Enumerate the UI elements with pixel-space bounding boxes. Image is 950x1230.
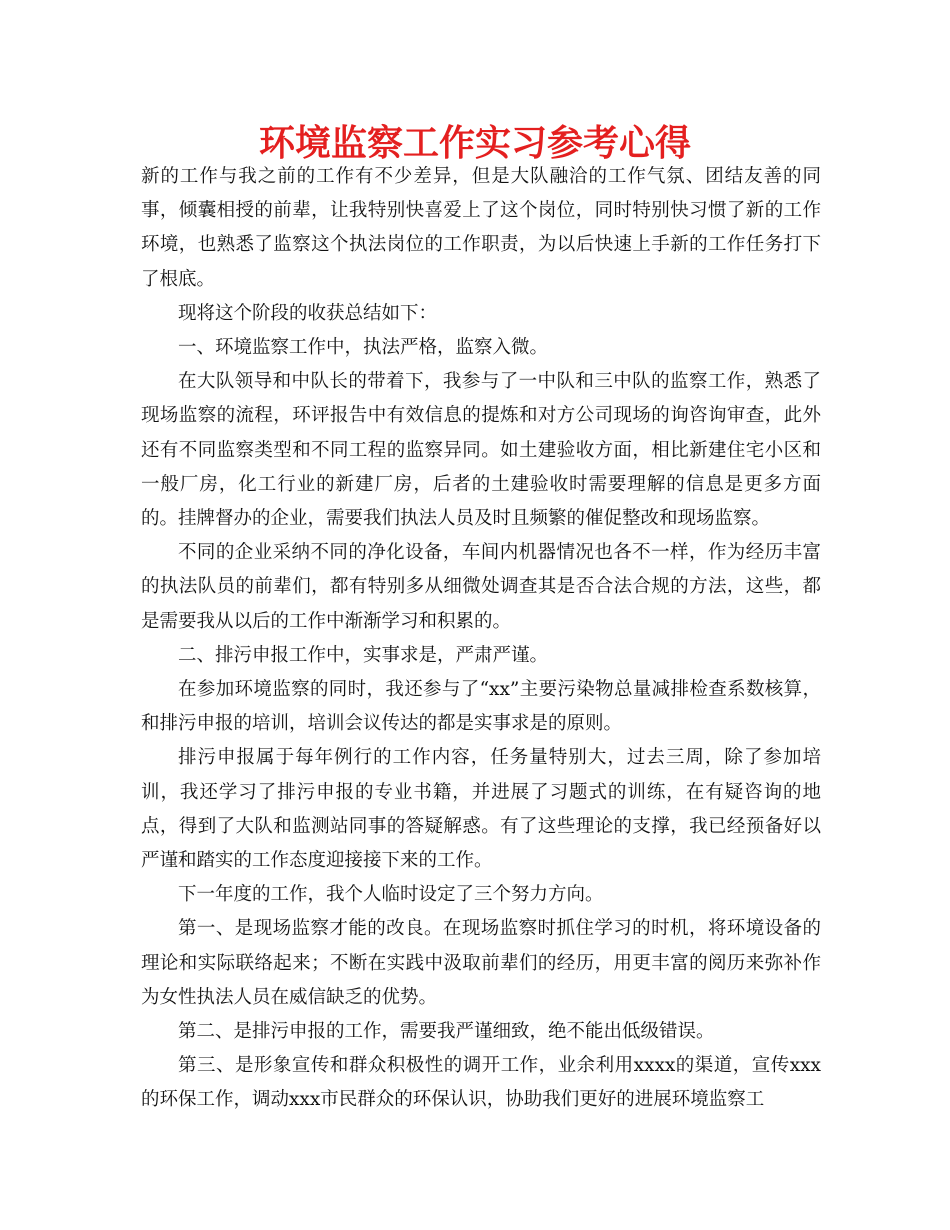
section-heading: 二、排污申报工作中，实事求是，严肃严谨。 bbox=[178, 644, 549, 666]
document-title: 环境监察工作实习参考心得 bbox=[258, 123, 691, 164]
paragraph: 在参加环境监察的同时，我还参与了“xx”主要污染物总量减排检查系数核算，和排污申报的培训，培训会议传达的都是实事求是的原则。 bbox=[141, 679, 821, 735]
paragraph: 新的工作与我之前的工作有不少差异，但是大队融洽的工作气氛、团结友善的同事，倾囊相授的前辈，让我特别快喜爱上了这个岗位，同时特别快习惯了新的工作环境，也熟悉了监察这个执法岗位的工作职责，为以后快速上手新的工作任务打下了根底。 bbox=[141, 166, 821, 290]
paragraph: 排污申报属于每年例行的工作内容，任务量特别大，过去三周，除了参加培训，我还学习了排污申报的专业书籍，并进展了习题式的训练，在有疑咨询的地点，得到了大队和监测站同事的答疑解惑。有了这些理论的支撑，我已经预备好以严谨和踏实的工作态度迎接接下来的工作。 bbox=[141, 747, 821, 872]
paragraph: 现将这个阶段的收获总结如下： bbox=[178, 302, 438, 324]
document-body bbox=[141, 160, 821, 1118]
paragraph: 下一年度的工作，我个人临时设定了三个努力方向。 bbox=[178, 884, 604, 906]
paragraph: 不同的企业采纳不同的净化设备，车间内机器情况也各不一样，作为经历丰富的执法队员的前辈们，都有特别多从细微处调查其是否合法合规的方法，这些，都是需要我从以后的工作中渐渐学习和积累的。 bbox=[141, 542, 821, 632]
paragraph: 第三、是形象宣传和群众积极性的调开工作，业余利用xxxx的渠道，宣传xxx的环保工作，调动xxx市民群众的环保认识，协助我们更好的进展环境监察工 bbox=[141, 1055, 821, 1111]
paragraph: 第二、是排污申报的工作，需要我严谨细致，绝不能出低级错误。 bbox=[178, 1021, 715, 1043]
section-heading: 一、环境监察工作中，执法严格，监察入微。 bbox=[178, 337, 549, 359]
paragraph: 第一、是现场监察才能的改良。在现场监察时抓住学习的时机，将环境设备的理论和实际联络起来；不断在实践中汲取前辈们的经历，用更丰富的阅历来弥补作为女性执法人员在威信缺乏的优势。 bbox=[141, 918, 821, 1008]
paragraph: 在大队领导和中队长的带着下，我参与了一中队和三中队的监察工作，熟悉了现场监察的流程，环评报告中有效信息的提炼和对方公司现场的询咨询审查，此外还有不同监察类型和不同工程的监察异同。如土建验收方面，相比新建住宅小区和一般厂房，化工行业的新建厂房，后者的土建验收时需要理解的信息是更多方面的。挂牌督办的企业，需要我们执法人员及时且频繁的催促整改和现场监察。 bbox=[141, 371, 821, 530]
